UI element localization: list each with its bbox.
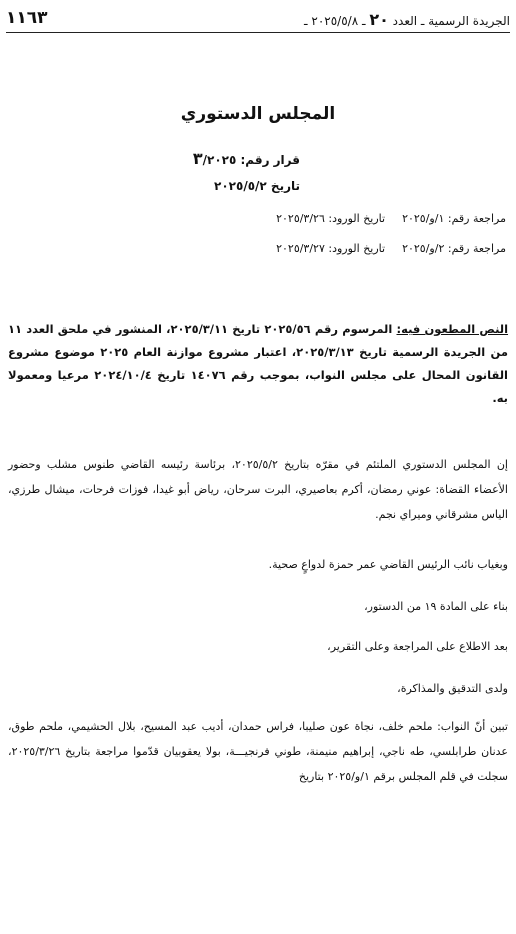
gazette-header (6, 8, 510, 32)
legal-basis-paragraph: بناء على المادة ١٩ من الدستور، (364, 600, 508, 613)
decision-number-label: قرار رقم: (240, 153, 300, 167)
issue-date: ـ ٢٠٢٥/٥/٨ ـ (304, 14, 366, 28)
absence-paragraph: وبغياب نائب الرئيس القاضي عمر حمزة لدواعٍ صحية. (268, 558, 508, 571)
header-rule (6, 32, 510, 33)
reference-label: مراجعة رقم: (447, 242, 506, 255)
gazette-name: الجريدة الرسمية ـ العدد (392, 14, 510, 28)
issue-number: ٢٠ (369, 10, 389, 29)
decision-block (193, 146, 300, 199)
decision-number-year: /٢٠٢٥ (202, 153, 237, 167)
reference-label: مراجعة رقم: (447, 212, 506, 225)
reference-date: ٢٠٢٥/٣/٢٧ (276, 242, 325, 255)
decision-number-value: ٣ (192, 149, 203, 168)
petitioners-paragraph: تبين أنّ النواب: ملحم خلف، نجاة عون صليبا، فراس حمدان، أديب عبد المسيح، بلال الحشيمي، ملحم طوق، عدنان طرابلسي، طه ناجي، إبراهيم منيمنة، طوني فرنجيـــة، بولا يعقوبيان قدّموا مراجعة بتاريخ ٢٠٢٥/٣/٢٦، سجلت في قلم المجلس برقم ١/و/٢٠٢٥ بتاريخ (8, 720, 508, 783)
decision-date-value: ٢٠٢٥/٥/٢ (214, 179, 267, 193)
page-title: المجلس الدستوري (180, 104, 336, 124)
reference-date: ٢٠٢٥/٣/٢٦ (276, 212, 325, 225)
decision-date-line (193, 173, 300, 199)
reference-line (276, 212, 506, 225)
decision-date-label: تاريخ (270, 179, 300, 193)
reference-number: ١/و/٢٠٢٥ (402, 212, 445, 225)
page-number: ١١٦٣ (6, 8, 48, 28)
contested-text-paragraph (8, 318, 508, 410)
deliberation-paragraph: ولدى التدقيق والمذاكرة، (397, 682, 508, 695)
reference-number: ٢/و/٢٠٢٥ (402, 242, 445, 255)
review-paragraph: بعد الاطلاع على المراجعة وعلى التقرير، (327, 640, 508, 653)
reference-date-label: تاريخ الورود: (328, 242, 386, 255)
contested-text-body: المرسوم رقم ٢٠٢٥/٥٦ تاريخ ٢٠٢٥/٣/١١، المنشور في ملحق العدد ١١ من الجريدة الرسمية تاريخ ٢٠٢٥/٣/١٣، اعتبار مشروع موازنة العام ٢٠٢٥ موضوع مشروع القانون المحال على مجلس النواب، بموجب رقم ١٤٠٧٦ تاريخ ٢٠٢٤/١٠/٤ مرعيا ومعمولا به. (8, 322, 508, 405)
decision-number-line (193, 146, 300, 173)
council-composition-paragraph: إن المجلس الدستوري الملتئم في مقرّه بتاريخ ٢٠٢٥/٥/٢، برئاسة رئيسه القاضي طنوس مشلب وحضور الأعضاء القضاة: عوني رمضان، أكرم بعاصيري، البرت سرحان، رياض أبو غيدا، فوزات فرحات، ميشال طرزي، الياس مشرقاني وميراي نجم. (8, 458, 508, 521)
reference-line (276, 242, 506, 255)
reference-date-label: تاريخ الورود: (328, 212, 386, 225)
contested-text-label: النص المطعون فيه: (396, 322, 509, 336)
gazette-issue-line (304, 10, 510, 29)
